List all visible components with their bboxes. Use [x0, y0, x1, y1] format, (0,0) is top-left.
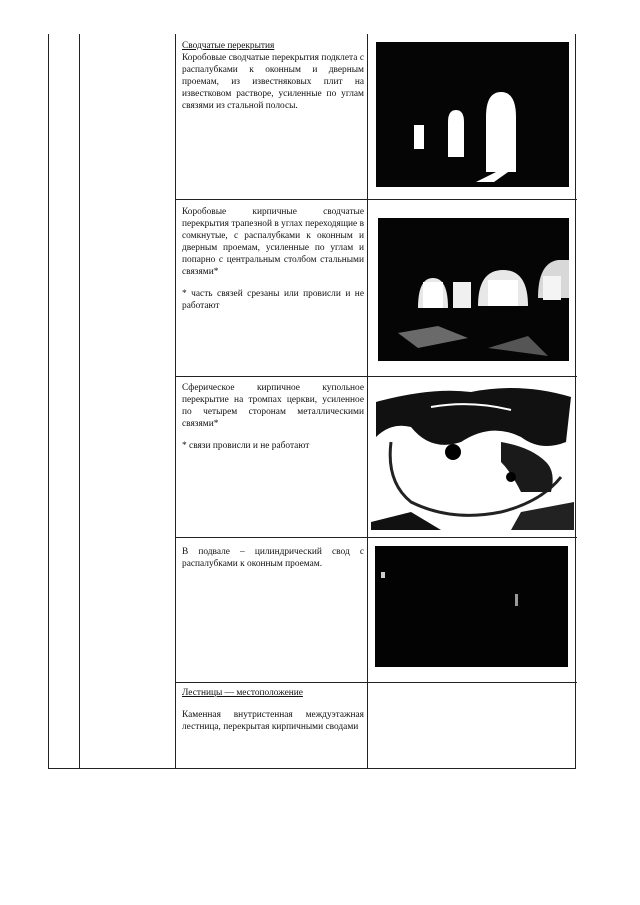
row-2-text-cell [182, 206, 364, 312]
row-4-text-cell [182, 546, 364, 570]
row-3-text-cell [182, 382, 364, 452]
column-divider [79, 34, 80, 768]
row-divider [175, 376, 577, 377]
refectory-vaults-photo [378, 218, 569, 361]
row-4-description: В подвале – цилиндрический свод с распалубками к оконным проемам. [182, 547, 364, 569]
dome-photo [371, 382, 574, 530]
vaulted-cellar-photo [376, 42, 569, 187]
column-divider [175, 34, 176, 768]
row-2-description: Коробовые кирпичные сводчатые перекрытия трапезной в углах переходящие в сомкнутые, с распалубками к оконным и дверным проемам, усиленные по углам и попарно с центральным столбом стальными связями* [182, 207, 364, 277]
row-1-description: Коробовые сводчатые перекрытия подклета с распалубками к оконным и дверным проемам, из известняковых плит на известковом растворе, усиленные по углам связями из стальной полосы. [182, 53, 364, 111]
row-3-description: Сферическое кирпичное купольное перекрытие на тромпах церкви, усиленное по четырем сторонам металлическими связями* [182, 383, 364, 429]
row-5-text-cell [182, 687, 364, 733]
row-3-note: * связи провисли и не работают [182, 441, 310, 451]
row-1-text-cell [182, 40, 364, 112]
column-divider [367, 34, 368, 768]
row-2-note: * часть связей срезаны или провисли и не работают [182, 289, 364, 311]
section-heading-vaults: Сводчатые перекрытия [182, 41, 275, 51]
row-divider [175, 682, 577, 683]
row-divider [175, 537, 577, 538]
row-5-description: Каменная внутристенная междуэтажная лестница, перекрытая кирпичными сводами [182, 710, 364, 732]
section-heading-stairs: Лестницы — местоположение [182, 688, 303, 698]
basement-photo [375, 546, 568, 667]
row-divider [175, 199, 577, 200]
